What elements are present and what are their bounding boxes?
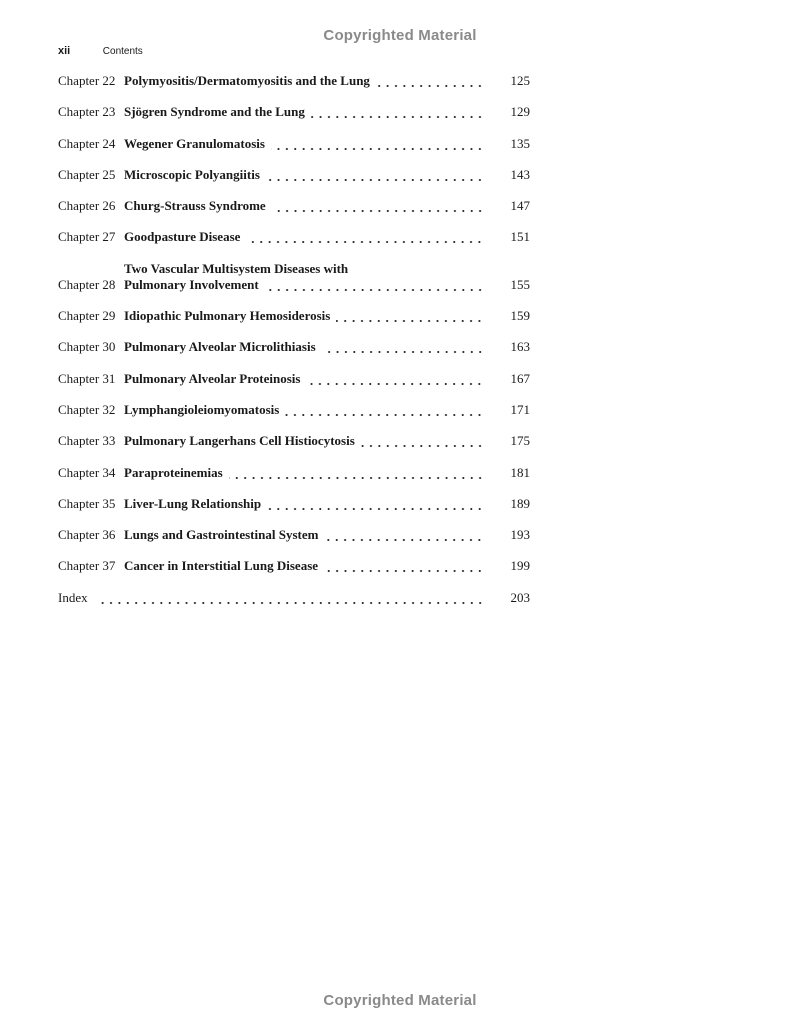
chapter-label: Chapter 28 — [58, 276, 116, 292]
toc-entry[interactable] — [58, 136, 530, 152]
table-of-contents — [58, 73, 530, 622]
chapter-title-line1: Two Vascular Multisystem Diseases with — [124, 260, 349, 276]
chapter-title: Sjögren Syndrome and the Lung — [124, 104, 305, 120]
toc-entry[interactable] — [58, 229, 530, 245]
chapter-label: Chapter 25 — [58, 166, 116, 182]
page-number: 163 — [510, 339, 530, 355]
page-folio: xii — [58, 45, 71, 57]
chapter-title: Polymyositis/Dermatomyositis and the Lung — [124, 73, 370, 88]
toc-entry[interactable] — [58, 402, 530, 418]
chapter-label: Chapter 36 — [58, 527, 116, 543]
page-number: 155 — [510, 276, 530, 292]
dot-leader — [272, 198, 484, 214]
watermark-top: Copyrighted Material — [323, 27, 477, 44]
dot-leader — [229, 465, 484, 481]
page-number: 159 — [510, 308, 530, 324]
running-head — [58, 45, 143, 57]
chapter-title: Lymphangioleiomyomatosis — [124, 401, 280, 417]
page-number: 171 — [510, 401, 530, 417]
toc-entry-index[interactable] — [58, 590, 530, 606]
chapter-label: Chapter 29 — [58, 308, 116, 324]
chapter-label: Chapter 32 — [58, 401, 116, 417]
chapter-title: Cancer in Interstitial Lung Disease — [124, 558, 319, 574]
toc-entry[interactable] — [58, 371, 530, 387]
toc-entry[interactable] — [58, 261, 530, 293]
chapter-label: Chapter 27 — [58, 229, 116, 245]
page-number: 181 — [510, 464, 530, 480]
chapter-label: Chapter 34 — [58, 464, 116, 480]
page-number: 147 — [510, 198, 530, 214]
toc-entry[interactable] — [58, 527, 530, 543]
chapter-title: Liver-Lung Relationship — [124, 495, 262, 511]
dot-leader — [96, 590, 484, 606]
dot-leader — [322, 339, 484, 355]
dot-leader — [324, 558, 484, 574]
page-number: 203 — [510, 590, 530, 606]
chapter-title: Wegener Granulomatosis — [124, 135, 265, 151]
page-number: 135 — [510, 135, 530, 151]
page-number: 143 — [510, 166, 530, 182]
page-number: 189 — [510, 495, 530, 511]
chapter-title: Pulmonary Alveolar Microlithiasis — [124, 339, 316, 355]
chapter-label: Chapter 26 — [58, 198, 116, 214]
dot-leader — [376, 73, 484, 89]
page-number: 125 — [510, 73, 530, 88]
toc-entry[interactable] — [58, 104, 530, 120]
chapter-label: Chapter 33 — [58, 433, 116, 449]
dot-leader — [336, 308, 484, 324]
page-number: 167 — [510, 370, 530, 386]
dot-leader — [266, 167, 484, 183]
toc-entry[interactable] — [58, 308, 530, 324]
chapter-label: Chapter 37 — [58, 558, 116, 574]
toc-entry[interactable] — [58, 496, 530, 512]
dot-leader — [324, 527, 484, 543]
chapter-title: Pulmonary Alveolar Proteinosis — [124, 370, 301, 386]
page-number: 175 — [510, 433, 530, 449]
dot-leader — [267, 496, 484, 512]
dot-leader — [271, 136, 484, 152]
chapter-title: Pulmonary Involvement — [124, 276, 259, 292]
dot-leader — [285, 402, 484, 418]
dot-leader — [311, 104, 484, 120]
toc-entry[interactable] — [58, 339, 530, 355]
chapter-title: Microscopic Polyangiitis — [124, 166, 260, 182]
toc-entry[interactable] — [58, 558, 530, 574]
toc-entry[interactable] — [58, 198, 530, 214]
chapter-label: Chapter 31 — [58, 370, 116, 386]
page-number: 129 — [510, 104, 530, 120]
dot-leader — [306, 371, 484, 387]
page-number: 199 — [510, 558, 530, 574]
chapter-title: Lungs and Gastrointestinal System — [124, 527, 319, 543]
page-number: 193 — [510, 527, 530, 543]
chapter-title: Pulmonary Langerhans Cell Histiocytosis — [124, 433, 355, 449]
chapter-title: Goodpasture Disease — [124, 229, 241, 245]
chapter-title: Idiopathic Pulmonary Hemosiderosis — [124, 308, 331, 324]
toc-entry[interactable] — [58, 433, 530, 449]
toc-entry[interactable] — [58, 465, 530, 481]
dot-leader — [361, 433, 484, 449]
dot-leader — [246, 229, 484, 245]
toc-entry[interactable] — [58, 167, 530, 183]
chapter-title: Churg-Strauss Syndrome — [124, 198, 266, 214]
chapter-label: Chapter 30 — [58, 339, 116, 355]
chapter-label: Chapter 35 — [58, 495, 116, 511]
index-label: Index — [58, 590, 88, 606]
chapter-label: Chapter 23 — [58, 104, 116, 120]
chapter-title: Paraproteinemias — [124, 464, 223, 480]
chapter-label: Chapter 22 — [58, 73, 116, 88]
running-head-title: Contents — [102, 46, 143, 57]
page-number: 151 — [510, 229, 530, 245]
chapter-label: Chapter 24 — [58, 135, 116, 151]
dot-leader — [265, 277, 484, 293]
watermark-bottom: Copyrighted Material — [323, 992, 477, 1009]
toc-entry[interactable] — [58, 73, 530, 89]
